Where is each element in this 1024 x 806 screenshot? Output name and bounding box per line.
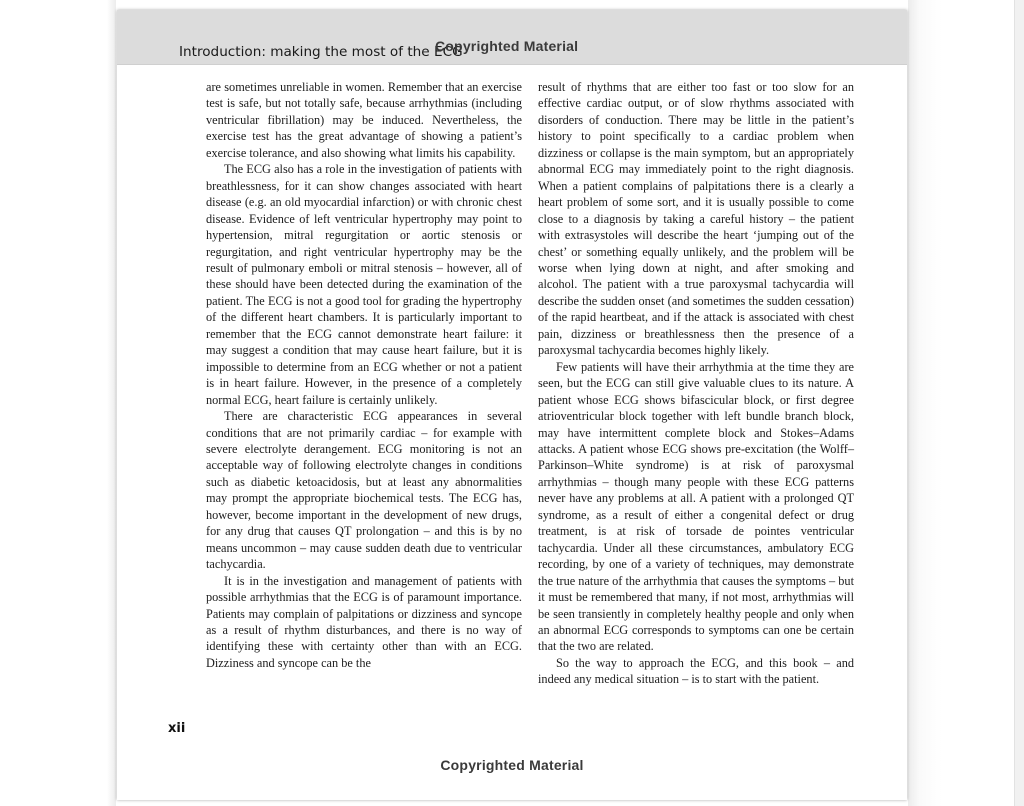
viewer-margin-left <box>0 0 116 806</box>
copyright-watermark-top: Copyrighted Material <box>435 38 579 54</box>
document-page <box>117 10 907 800</box>
paragraph: Few patients will have their arrhythmia at the time they are seen, but the ECG can still give valuable clues to its nature. A patient whose ECG shows bifascicular block, or first degree atrioventricular block together with left bundle branch block, may have intermittent complete block and Stokes–Adams attacks. A patient whose ECG shows pre-excitation (the Wolff–Parkinson–White syndrome) is at risk of paroxysmal arrhythmias – though many people with these ECG patterns never have any problems at all. A patient with a prolonged QT syndrome, as a result of either a congenital defect or drug treatment, is at risk of torsade de pointes ventricular tachycardia. Under all these circumstances, ambulatory ECG recording, by one of a variety of techniques, may demonstrate the true nature of the arrhythmia that causes the symptoms – but it must be remembered that many, if not most, arrhythmias will be seen transiently in completely healthy people and only when an abnormal ECG corresponds to symptoms can one be certain that the two are related. <box>538 359 854 654</box>
paragraph: So the way to approach the ECG, and this book – and indeed any medical situation – is to start with the patient. <box>538 655 854 687</box>
page-number: xii <box>168 721 186 736</box>
copyright-watermark-bottom: Copyrighted Material <box>440 757 584 773</box>
text-column-left <box>206 79 522 671</box>
text-column-right <box>538 79 854 688</box>
paragraph: There are characteristic ECG appearances in several conditions that are not primarily cardiac – for example with severe electrolyte derangement. ECG monitoring is not an acceptable way of following electrolyte changes in conditions such as diabetic ketoacidosis, but at least any abnormalities may prompt the appropriate biochemical tests. The ECG has, however, become important in the development of new drugs, for any drug that causes QT prolongation – and this is by no means uncommon – may cause sudden death due to ventricular tachycardia. <box>206 409 522 572</box>
running-head <box>117 10 907 65</box>
paragraph: result of rhythms that are either too fast or too slow for an effective cardiac output, or of slow rhythms associated with disorders of conduction. There may be little in the patient’s history to point specifically to a cardiac problem when dizziness or collapse is the main symptom, but an appropriately abnormal ECG may immediately point to the right diagnosis. When a patient complains of palpitations there is a clearly a heart problem of some sort, and it is usually possible to come close to a diagnosis by taking a careful history – the patient with extrasystoles will describe the heart ‘jumping out of the chest’ or something equally unlikely, and the problem will be worse when lying down at night, and after smoking and alcohol. The patient with a true paroxysmal tachycardia will describe the sudden onset (and sometimes the sudden cessation) of the rapid heartbeat, and if the attack is associated with chest pain, dizziness or breathlessness then the presence of a paroxysmal tachycardia becomes highly likely. <box>538 80 854 358</box>
paragraph: It is in the investigation and management of patients with possible arrhythmias that the ECG is of paramount importance. Patients may complain of palpitations or dizziness and syncope as a result of rhythm disturbances, and there is no way of identifying these with certainty other than with an ECG. Dizziness and syncope can be the <box>206 573 522 670</box>
running-head-title: Introduction: making the most of the ECG <box>179 44 463 60</box>
viewer-margin-right <box>908 0 1024 806</box>
paragraph: The ECG also has a role in the investigation of patients with breathlessness, for it can show changes associated with heart disease (e.g. an old myocardial infarction) or with chronic chest disease. Evidence of left ventricular hypertrophy may point to hypertension, mitral regurgitation or aortic stenosis or regurgitation, and right ventricular hypertrophy may be the result of pulmonary emboli or mitral stenosis – however, all of these should have been detected during the examination of the patient. The ECG is not a good tool for grading the hypertrophy of the different heart chambers. It is particularly important to remember that the ECG cannot demonstrate heart failure: it may suggest a condition that may cause heart failure, but it is impossible to determine from an ECG whether or not a patient is in heart failure. However, in the presence of a completely normal ECG, heart failure is certainly unlikely. <box>206 162 522 407</box>
scrollbar-track[interactable] <box>1014 0 1024 806</box>
paragraph: are sometimes unreliable in women. Remember that an exercise test is safe, but not totally safe, because arrhythmias (including ventricular fibrillation) may be induced. Nevertheless, the exercise test has the great advantage of showing a patient’s exercise tolerance, and also showing what limits his capability. <box>206 80 522 160</box>
